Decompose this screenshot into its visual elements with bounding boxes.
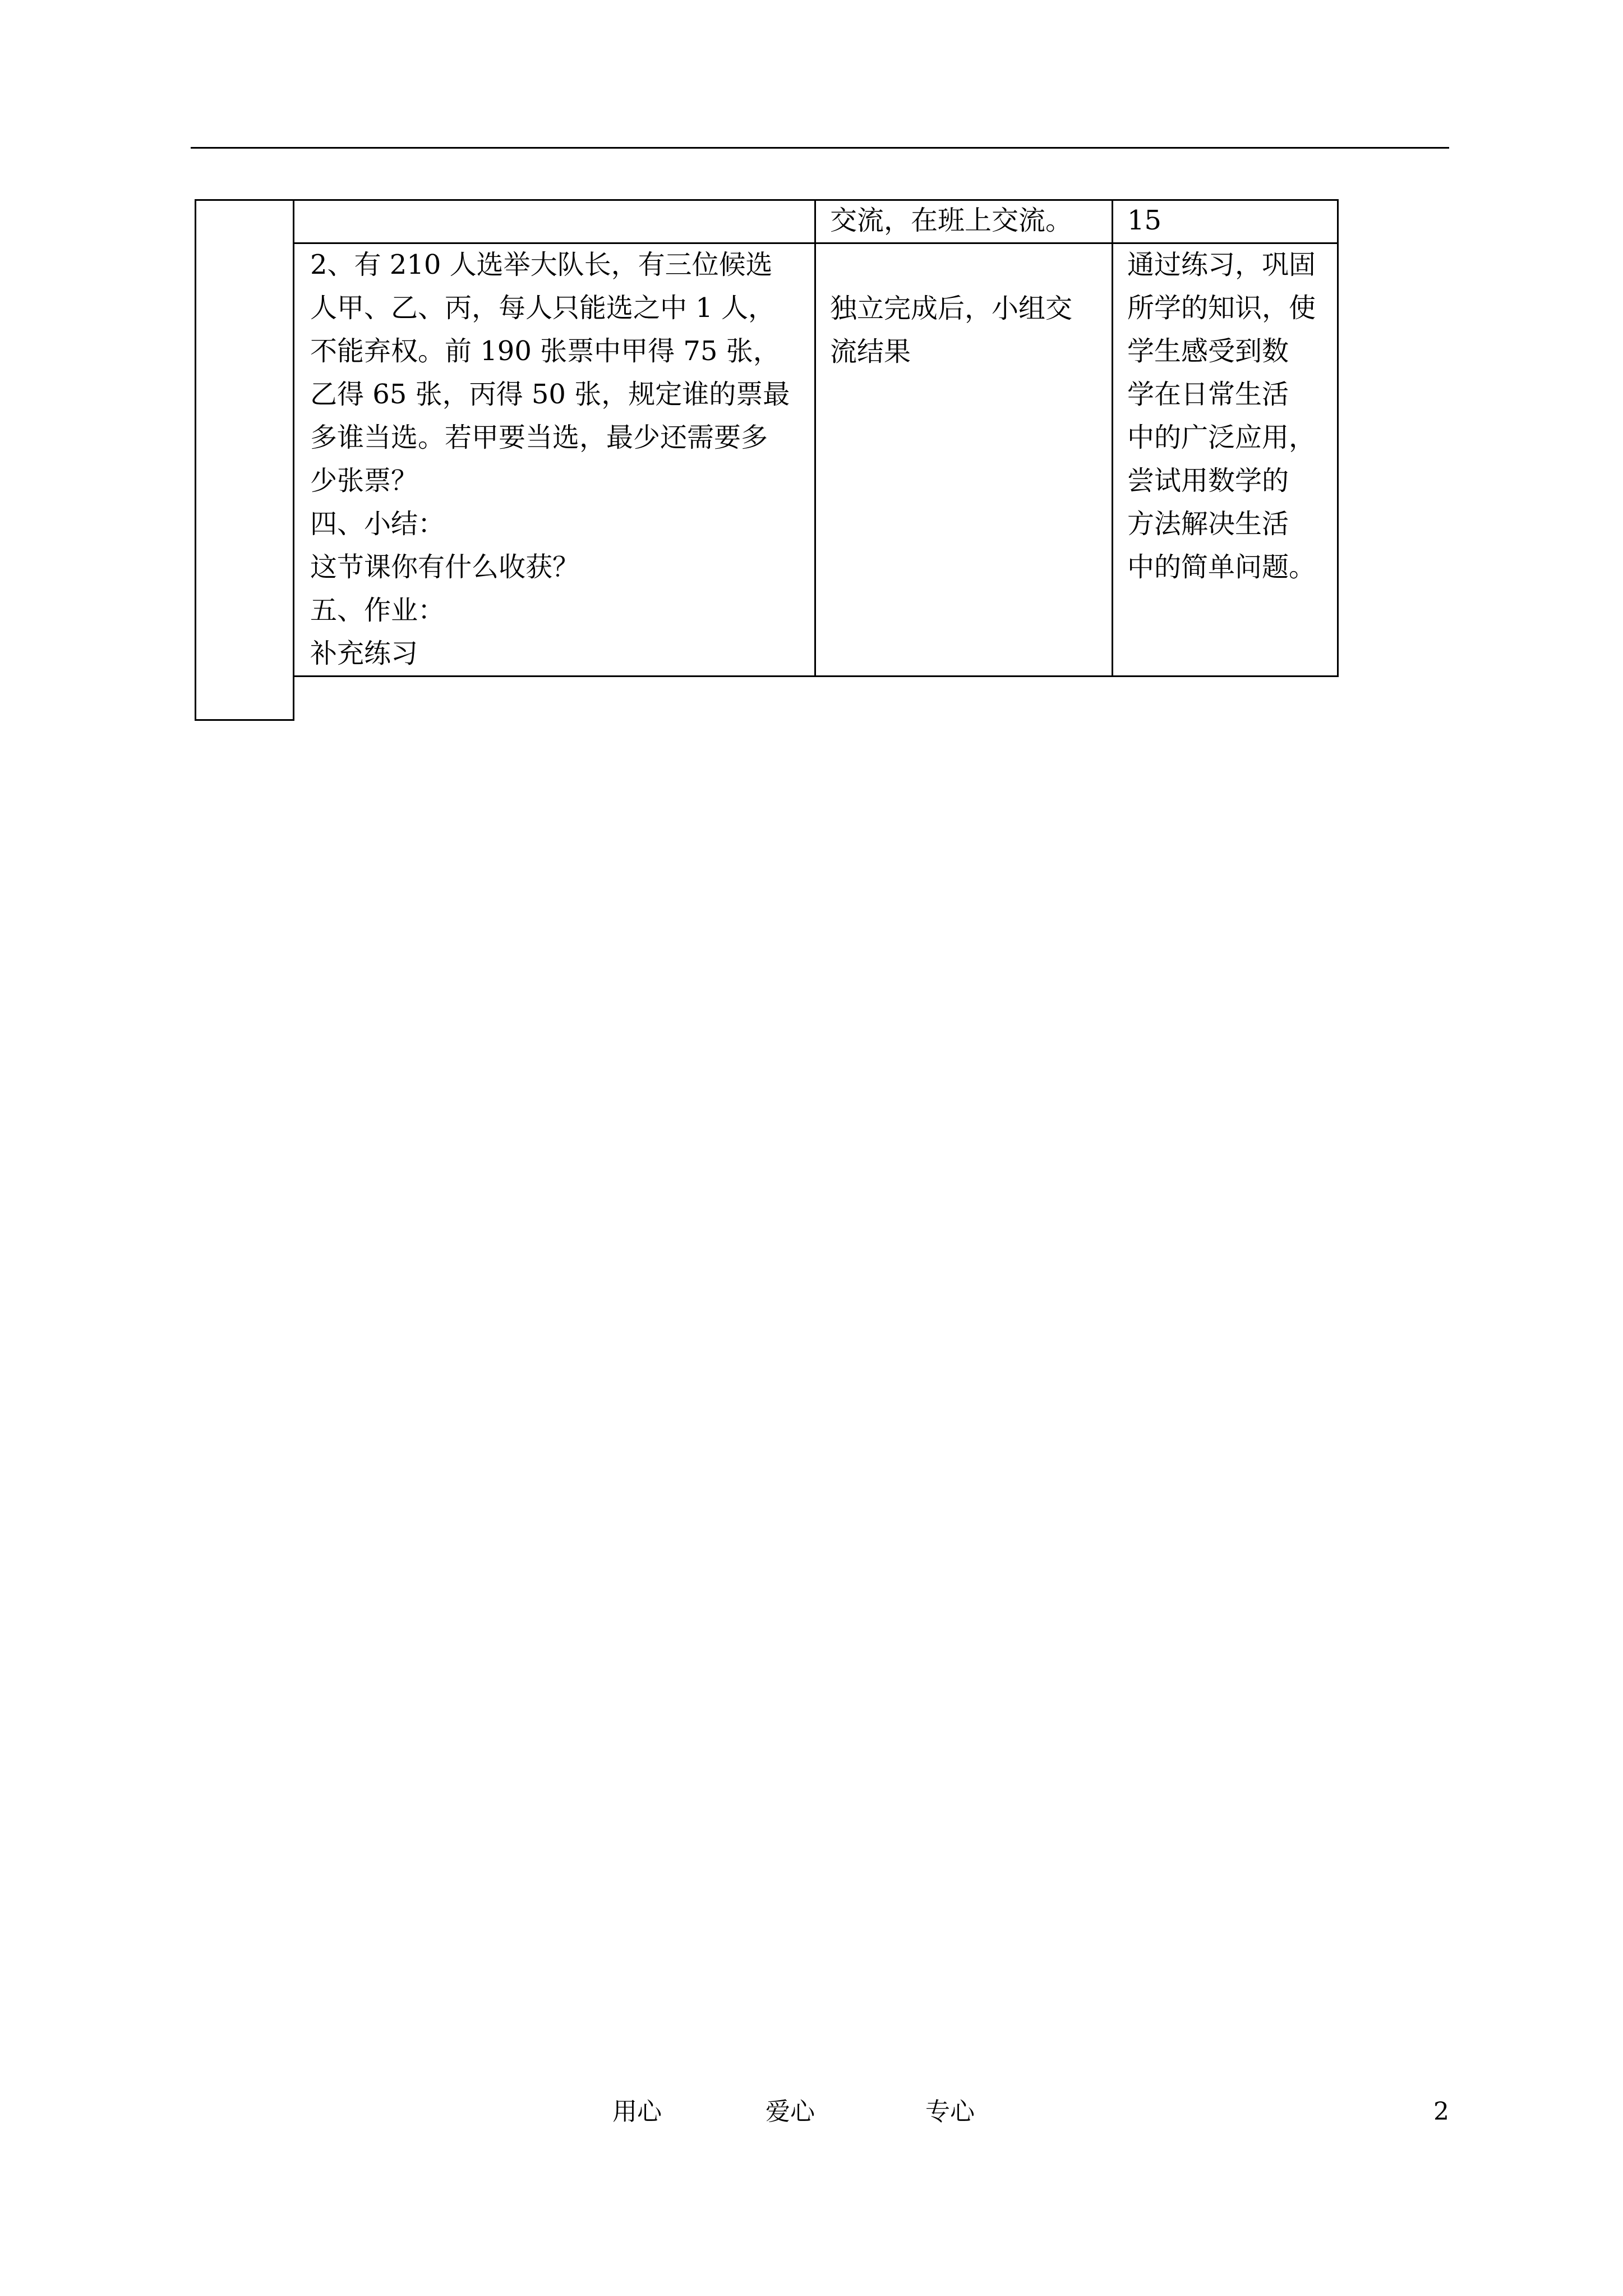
page-number: 2: [1433, 2097, 1449, 2126]
content-line: 2、有 210 人选举大队长，有三位候选: [310, 249, 773, 280]
purpose-line: 中的简单问题。: [1127, 551, 1316, 583]
row1-time-cell: [1127, 199, 1161, 242]
purpose-line: 所学的知识，使: [1127, 292, 1316, 324]
section-label-cell: [195, 199, 294, 721]
content-line: 多谁当选。若甲要当选，最少还需要多: [310, 422, 768, 453]
column-divider: [814, 201, 816, 675]
row1-activity-cell: [830, 199, 1072, 242]
purpose-line: 通过练习，巩固: [1127, 249, 1316, 280]
footer-motto-3: 专心: [925, 2097, 975, 2126]
content-line: 乙得 65 张，丙得 50 张，规定谁的票最: [310, 379, 790, 410]
section-heading-homework: 五、作业：: [310, 595, 445, 626]
header-rule: [191, 147, 1449, 149]
activity-line: 流结果: [830, 336, 911, 367]
row1-activity-text: 交流，在班上交流。: [830, 205, 1073, 236]
row2-content-cell: [310, 243, 790, 675]
purpose-line: 学生感受到数: [1127, 335, 1289, 367]
activity-line: 独立完成后，小组交: [830, 293, 1073, 324]
lesson-plan-table: [294, 199, 1339, 677]
row1-time-text: 15: [1127, 205, 1162, 236]
purpose-line: 中的广泛应用，: [1127, 422, 1316, 453]
row2-purpose-cell: [1127, 243, 1316, 589]
purpose-line: 学在日常生活: [1127, 379, 1289, 410]
column-divider: [1112, 201, 1113, 675]
content-line: 不能弃权。前 190 张票中甲得 75 张，: [310, 335, 780, 367]
content-line: 补充练习: [310, 638, 418, 669]
row2-activity-cell: [830, 287, 1072, 374]
content-line: 这节课你有什么收获？: [310, 551, 580, 583]
content-line: 少张票？: [310, 465, 418, 496]
content-line: 人甲、乙、丙，每人只能选之中 1 人，: [310, 292, 776, 324]
purpose-line: 方法解决生活: [1127, 508, 1289, 540]
footer-motto-1: 用心: [612, 2097, 662, 2126]
footer-motto-2: 爱心: [766, 2097, 815, 2126]
section-heading-summary: 四、小结：: [310, 508, 445, 540]
purpose-line: 尝试用数学的: [1127, 465, 1289, 496]
